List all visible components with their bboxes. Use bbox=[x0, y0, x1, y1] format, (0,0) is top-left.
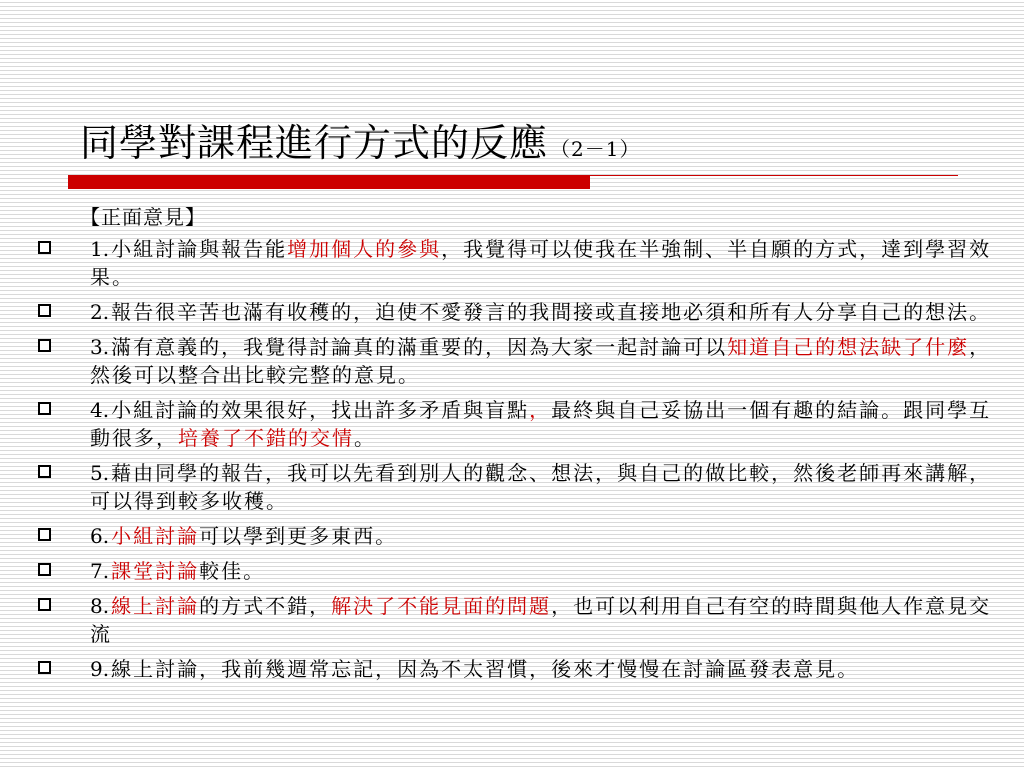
item-text: 最終與自己妥協出一個有趣的結論。跟同學互動很多， bbox=[90, 398, 992, 450]
item-text: 滿有意義的，我覺得討論真的滿重要的，因為大家一起討論可以 bbox=[111, 335, 728, 359]
item-text: 線上討論，我前幾週常忘記，因為不太習慣，後來才慢慢在討論區發表意見。 bbox=[111, 657, 860, 681]
hollow-square-bullet-icon bbox=[38, 339, 51, 352]
hollow-square-bullet-icon bbox=[38, 402, 51, 415]
title-underline-thin-line bbox=[590, 175, 958, 176]
title-underline-red-bar bbox=[68, 175, 590, 189]
highlighted-text: 小組討論 bbox=[111, 524, 200, 548]
list-item bbox=[38, 235, 1008, 291]
highlighted-text: 解決了不能見面的問題 bbox=[331, 594, 552, 618]
list-item bbox=[38, 522, 1008, 550]
list-item bbox=[38, 333, 1008, 389]
hollow-square-bullet-icon bbox=[38, 304, 51, 317]
hollow-square-bullet-icon bbox=[38, 661, 51, 674]
item-number: 5. bbox=[90, 461, 110, 485]
item-number: 2. bbox=[90, 300, 110, 324]
item-text: ，也可以利用自己有空的時間與他人作意見交流 bbox=[90, 594, 992, 646]
highlighted-text: 線上討論 bbox=[111, 594, 200, 618]
item-text: 。 bbox=[354, 426, 376, 450]
item-text: 較佳。 bbox=[199, 559, 266, 583]
hollow-square-bullet-icon bbox=[38, 563, 51, 576]
item-number: 6. bbox=[90, 524, 110, 548]
item-number: 4. bbox=[90, 398, 110, 422]
hollow-square-bullet-icon bbox=[38, 241, 51, 254]
item-number: 8. bbox=[90, 594, 110, 618]
feedback-list bbox=[38, 235, 1008, 690]
title-underline bbox=[68, 175, 958, 189]
list-item bbox=[38, 557, 1008, 585]
item-text: 可以學到更多東西。 bbox=[199, 524, 398, 548]
highlighted-text: ， bbox=[529, 398, 552, 422]
highlighted-text: 課堂討論 bbox=[111, 559, 200, 583]
list-item bbox=[38, 298, 1008, 326]
list-item bbox=[38, 459, 1008, 515]
list-item bbox=[38, 655, 1008, 683]
item-number: 1. bbox=[90, 237, 110, 261]
hollow-square-bullet-icon bbox=[38, 465, 51, 478]
highlighted-text: 增加個人的參與 bbox=[287, 237, 442, 261]
item-number: 9. bbox=[90, 657, 110, 681]
item-text: 小組討論的效果很好，找出許多矛盾與盲點 bbox=[111, 398, 530, 422]
item-text: ，我覺得可以使我在半強制、半自願的方式，達到學習效果。 bbox=[90, 237, 992, 289]
item-text: 的方式不錯， bbox=[199, 594, 332, 618]
section-heading: 【正面意見】 bbox=[80, 205, 206, 229]
item-text: 小組討論與報告能 bbox=[111, 237, 288, 261]
item-text: 報告很辛苦也滿有收穫的，迫使不愛發言的我間接或直接地必須和所有人分享自己的想法。 bbox=[111, 300, 992, 324]
item-number: 7. bbox=[90, 559, 110, 583]
hollow-square-bullet-icon bbox=[38, 598, 51, 611]
item-number: 3. bbox=[90, 335, 110, 359]
title-main: 同學對課程進行方式的反應 bbox=[80, 121, 549, 165]
slide-title bbox=[80, 118, 960, 168]
list-item bbox=[38, 396, 1008, 452]
item-text: 藉由同學的報告，我可以先看到別人的觀念、想法，與自己的做比較，然後老師再來講解，可以得到較多收穫。 bbox=[90, 461, 992, 513]
highlighted-text: 知道自己的想法缺了什麼 bbox=[727, 335, 970, 359]
hollow-square-bullet-icon bbox=[38, 528, 51, 541]
item-text: ，然後可以整合出比較完整的意見。 bbox=[90, 335, 992, 387]
highlighted-text: 培養了不錯的交情 bbox=[178, 426, 354, 450]
title-part-label: （2－1） bbox=[550, 137, 641, 161]
list-item bbox=[38, 592, 1008, 648]
